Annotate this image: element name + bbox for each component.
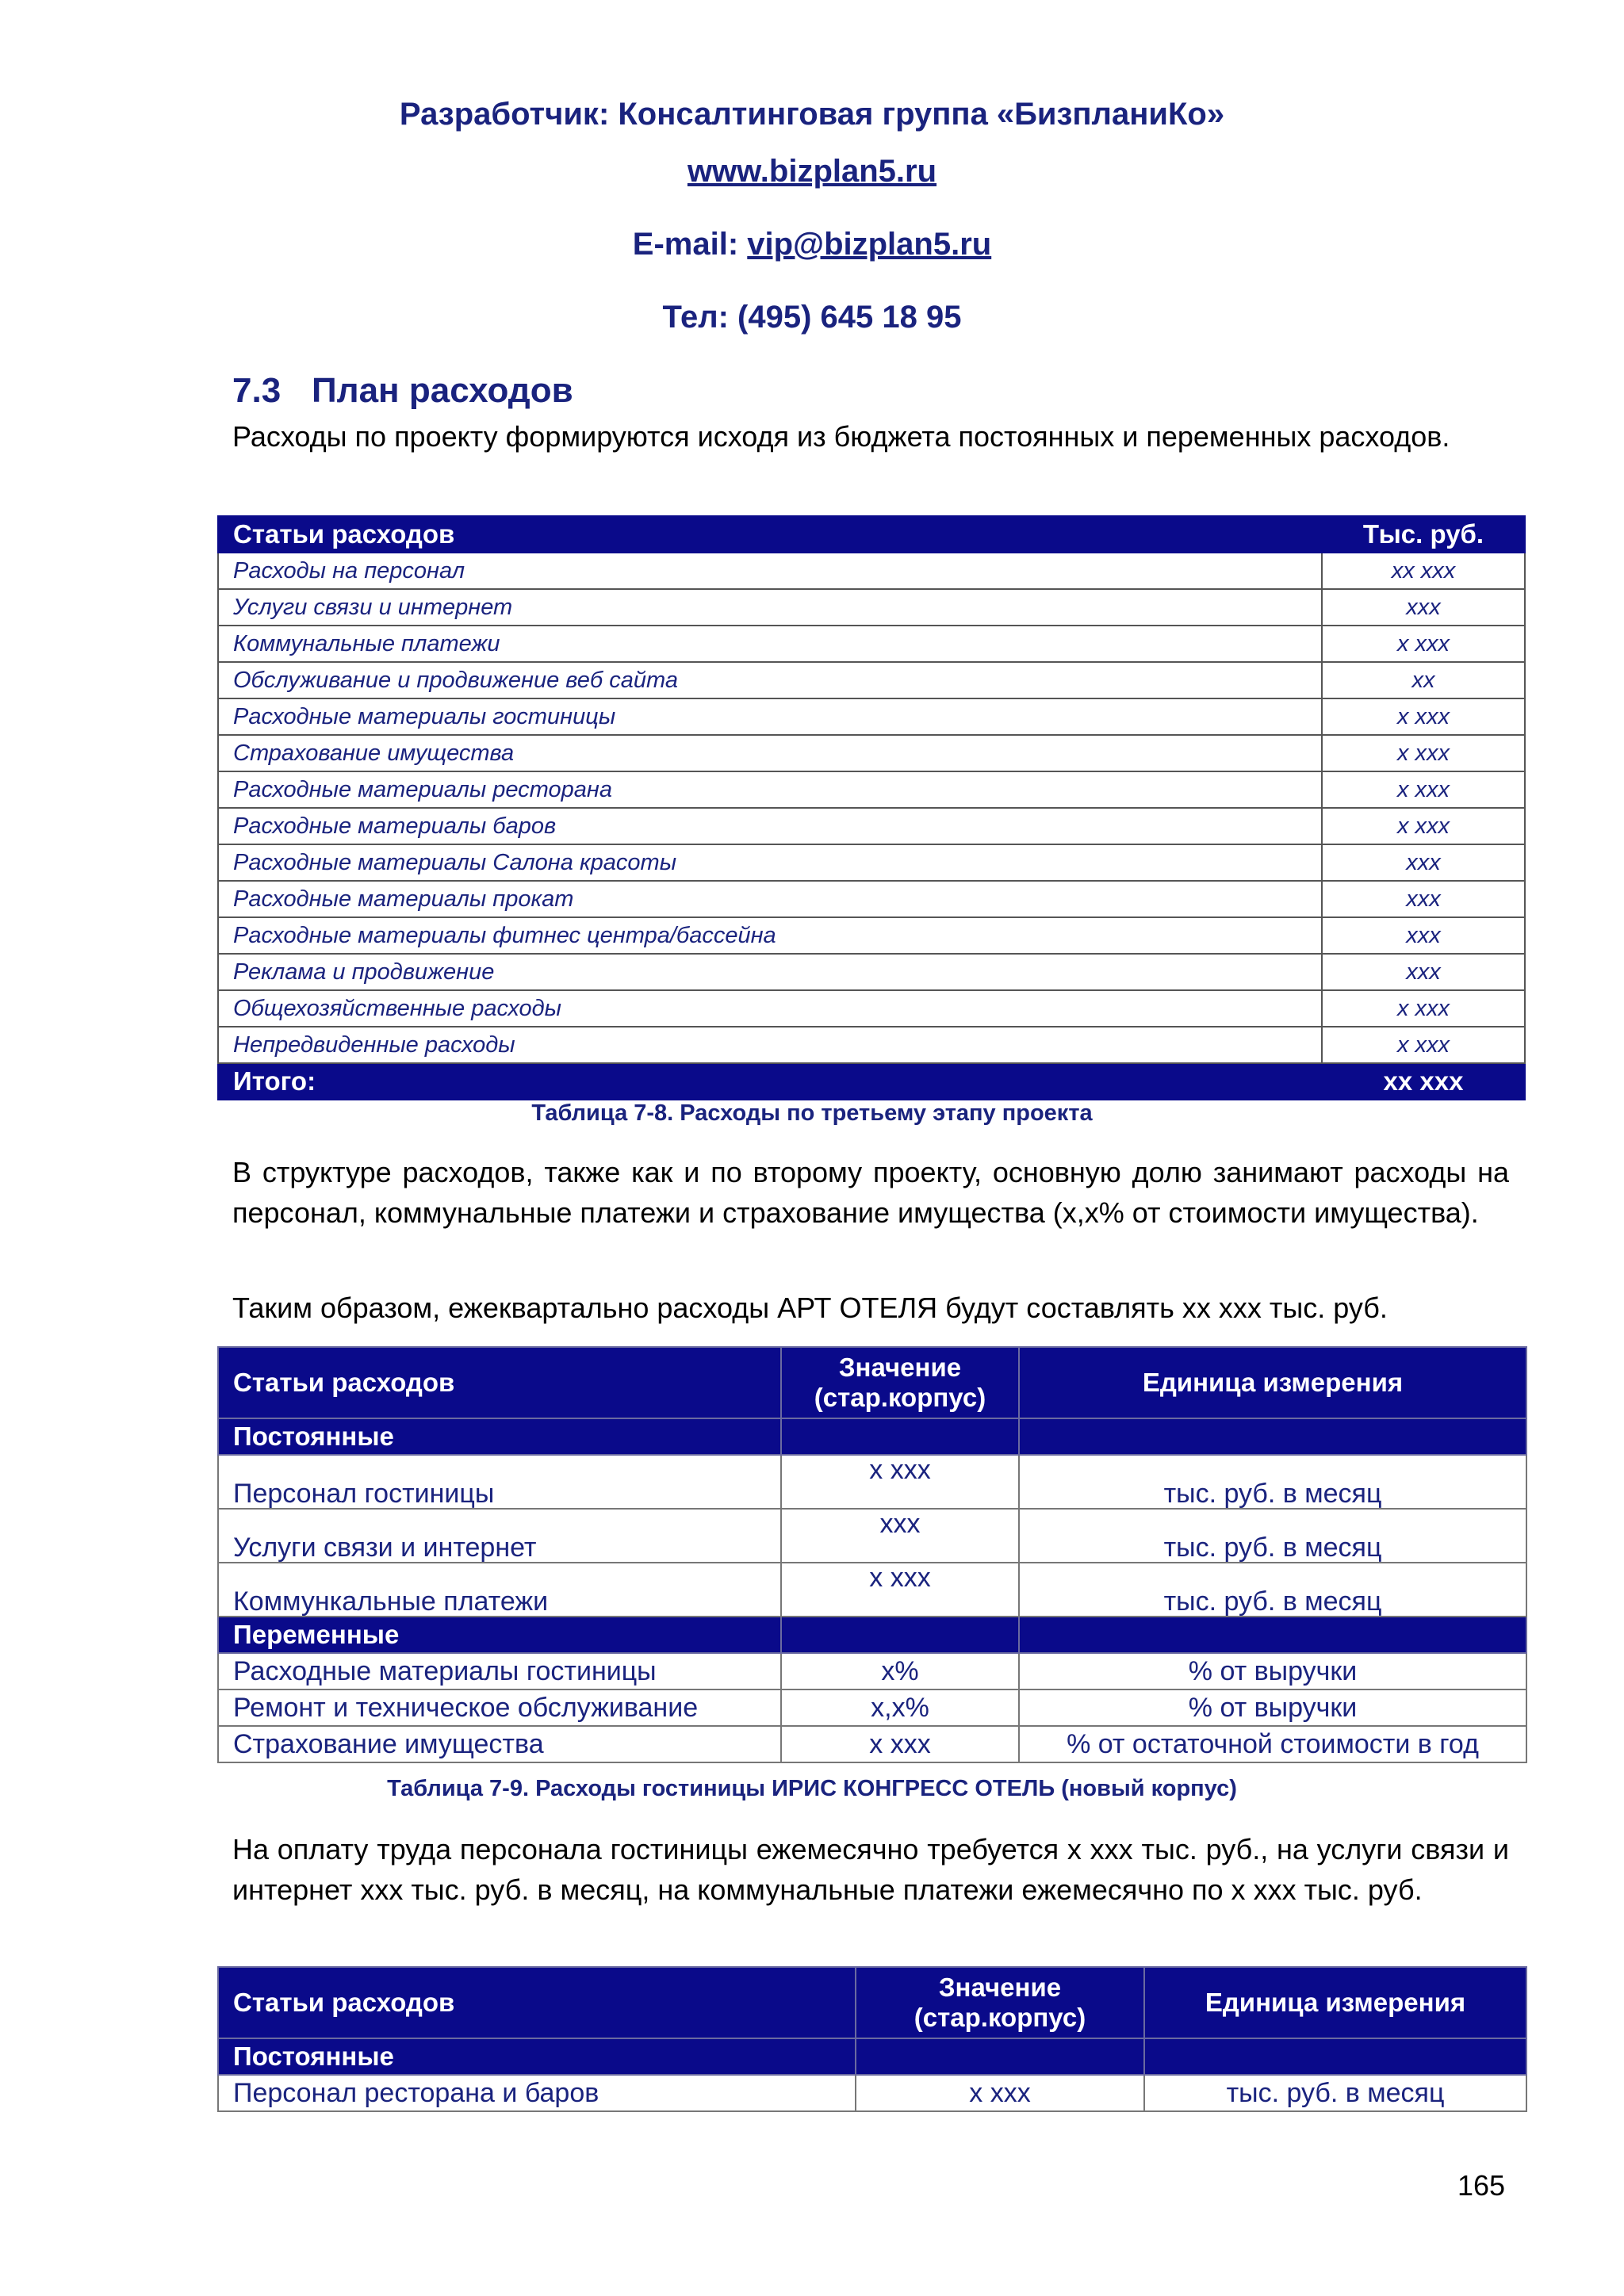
header-cell: Значение (стар.корпус) (781, 1347, 1019, 1418)
expense-unit: % от выручки (1019, 1689, 1526, 1726)
expense-value: x,x% (781, 1689, 1019, 1726)
website-link[interactable]: www.bizplan5.ru (687, 154, 937, 189)
section-number: 7.3 (232, 371, 282, 410)
expense-value: x xxx (1322, 626, 1525, 662)
table-row (218, 626, 1525, 662)
hotel-expenses-table (217, 1346, 1527, 1763)
table-row (218, 1653, 1526, 1689)
expense-value: xxx (1322, 917, 1525, 954)
expense-unit: тыс. руб. в месяц (1019, 1563, 1526, 1617)
expense-value: x xxx (1322, 1027, 1525, 1063)
expense-item: Расходные материалы Салона красоты (218, 844, 1322, 881)
expense-value: x xxx (1322, 990, 1525, 1027)
developer-line: Разработчик: Консалтинговая группа «БизпланиКо» (399, 97, 1225, 132)
group-label: Постоянные (218, 1418, 781, 1455)
table-row (218, 954, 1525, 990)
expense-value: x xxx (1322, 735, 1525, 771)
expense-value-cell (781, 1455, 1019, 1509)
table-row (218, 1563, 1526, 1617)
expense-item: Страхование имущества (218, 735, 1322, 771)
expense-item: Коммункальные платежи (218, 1563, 781, 1617)
table-row (218, 662, 1525, 698)
group-label: Переменные (218, 1617, 781, 1653)
table-row (218, 1455, 1526, 1509)
header-cell: Статьи расходов (218, 516, 1322, 553)
expense-value: x xxx (1322, 698, 1525, 735)
paragraph: Таким образом, ежеквартально расходы АРТ ОТЕЛЯ будут составлять xx xxx тыс. руб. (232, 1292, 1388, 1324)
expense-value: x% (781, 1653, 1019, 1689)
expense-value: x xxx (781, 1726, 1019, 1762)
expense-item: Персонал ресторана и баров (218, 2075, 856, 2111)
expense-value: xx xxx (1322, 553, 1525, 589)
email-label: E-mail: (632, 227, 748, 262)
expense-item: Услуги связи и интернет (218, 589, 1322, 626)
header-cell: Статьи расходов (218, 1967, 856, 2038)
expense-unit: тыс. руб. в месяц (1019, 1509, 1526, 1563)
table-header-row (218, 1347, 1526, 1418)
email-line (0, 227, 1624, 262)
table-row (218, 1726, 1526, 1762)
table-row (218, 1027, 1525, 1063)
page-number: 165 (1457, 2169, 1506, 2202)
table-row (218, 698, 1525, 735)
expense-value: x xxx (1322, 771, 1525, 808)
email-link[interactable]: vip@bizplan5.ru (747, 227, 992, 262)
table-row (218, 553, 1525, 589)
expense-item: Обслуживание и продвижение веб сайта (218, 662, 1322, 698)
expense-item: Расходные материалы гостиницы (218, 1653, 781, 1689)
table-row (218, 1689, 1526, 1726)
table-row (218, 2075, 1526, 2111)
table-row (218, 735, 1525, 771)
expense-value: xxx (1322, 881, 1525, 917)
header-cell: Тыс. руб. (1322, 516, 1525, 553)
expense-item: Услуги связи и интернет (218, 1509, 781, 1563)
expense-value-cell (781, 1509, 1019, 1563)
header-cell: Единица измерения (1144, 1967, 1526, 2038)
expense-item: Расходные материалы баров (218, 808, 1322, 844)
paragraph: На оплату труда персонала гостиницы ежемесячно требуется x xxx тыс. руб., на услуги связи и интернет xxx тыс. руб. в месяц, на коммунальные платежи ежемесячно по x xxx тыс. руб. (232, 1833, 1509, 1906)
expense-item: Персонал гостиницы (218, 1455, 781, 1509)
section-title: План расходов (312, 371, 573, 410)
expense-item: Коммунальные платежи (218, 626, 1322, 662)
expense-unit: тыс. руб. в месяц (1019, 1455, 1526, 1509)
expense-value: x xxx (869, 1563, 931, 1593)
table-header-row (218, 1967, 1526, 2038)
expense-item: Реклама и продвижение (218, 954, 1322, 990)
expense-item: Ремонт и техническое обслуживание (218, 1689, 781, 1726)
website-line (0, 154, 1624, 189)
expense-item: Расходные материалы ресторана (218, 771, 1322, 808)
expense-value: xxx (1322, 954, 1525, 990)
table-row (218, 771, 1525, 808)
expense-unit: % от выручки (1019, 1653, 1526, 1689)
expense-item: Расходные материалы гостиницы (218, 698, 1322, 735)
header-cell: Единица измерения (1019, 1347, 1526, 1418)
expense-item: Страхование имущества (218, 1726, 781, 1762)
table-caption: Таблица 7-9. Расходы гостиницы ИРИС КОНГРЕСС ОТЕЛЬ (новый корпус) (387, 1776, 1237, 1801)
expense-value-cell (781, 1563, 1019, 1617)
expense-value: xx (1322, 662, 1525, 698)
expense-item: Общехозяйственные расходы (218, 990, 1322, 1027)
table-row (218, 589, 1525, 626)
section-heading (232, 371, 573, 411)
expense-value: xxx (1322, 844, 1525, 881)
expense-value: x xxx (869, 1455, 931, 1485)
group-row-fixed (218, 2038, 1526, 2075)
expense-item: Расходные материалы прокат (218, 881, 1322, 917)
group-label: Постоянные (218, 2038, 856, 2075)
expense-value: xxx (879, 1509, 921, 1539)
header-cell: Статьи расходов (218, 1347, 781, 1418)
table-row (218, 881, 1525, 917)
group-row-fixed (218, 1418, 1526, 1455)
expense-item: Расходы на персонал (218, 553, 1322, 589)
expense-unit: % от остаточной стоимости в год (1019, 1726, 1526, 1762)
phone-line: Тел: (495) 645 18 95 (662, 300, 962, 335)
intro-paragraph: Расходы по проекту формируются исходя из бюджета постоянных и переменных расходов. (232, 420, 1450, 453)
table-header-row (218, 516, 1525, 553)
table-row (218, 808, 1525, 844)
paragraph: В структуре расходов, также как и по второму проекту, основную долю занимают расходы на персонал, коммунальные платежи и страхование имущества (x,x% от стоимости имущества). (232, 1156, 1509, 1229)
expense-value: xxx (1322, 589, 1525, 626)
restaurant-expenses-table (217, 1966, 1527, 2112)
expense-item: Непредвиденные расходы (218, 1027, 1322, 1063)
table-row (218, 917, 1525, 954)
total-label: Итого: (218, 1063, 1322, 1100)
header-cell: Значение (стар.корпус) (856, 1967, 1144, 2038)
expense-item: Расходные материалы фитнес центра/бассейна (218, 917, 1322, 954)
table-row (218, 1509, 1526, 1563)
expense-value: x xxx (856, 2075, 1144, 2111)
total-value: xx xxx (1322, 1063, 1525, 1100)
table-row (218, 844, 1525, 881)
table-caption: Таблица 7-8. Расходы по третьему этапу проекта (531, 1100, 1093, 1126)
expenses-table-stage3 (217, 515, 1526, 1100)
table-total-row (218, 1063, 1525, 1100)
group-row-variable (218, 1617, 1526, 1653)
expense-value: x xxx (1322, 808, 1525, 844)
table-row (218, 990, 1525, 1027)
expense-unit: тыс. руб. в месяц (1144, 2075, 1526, 2111)
